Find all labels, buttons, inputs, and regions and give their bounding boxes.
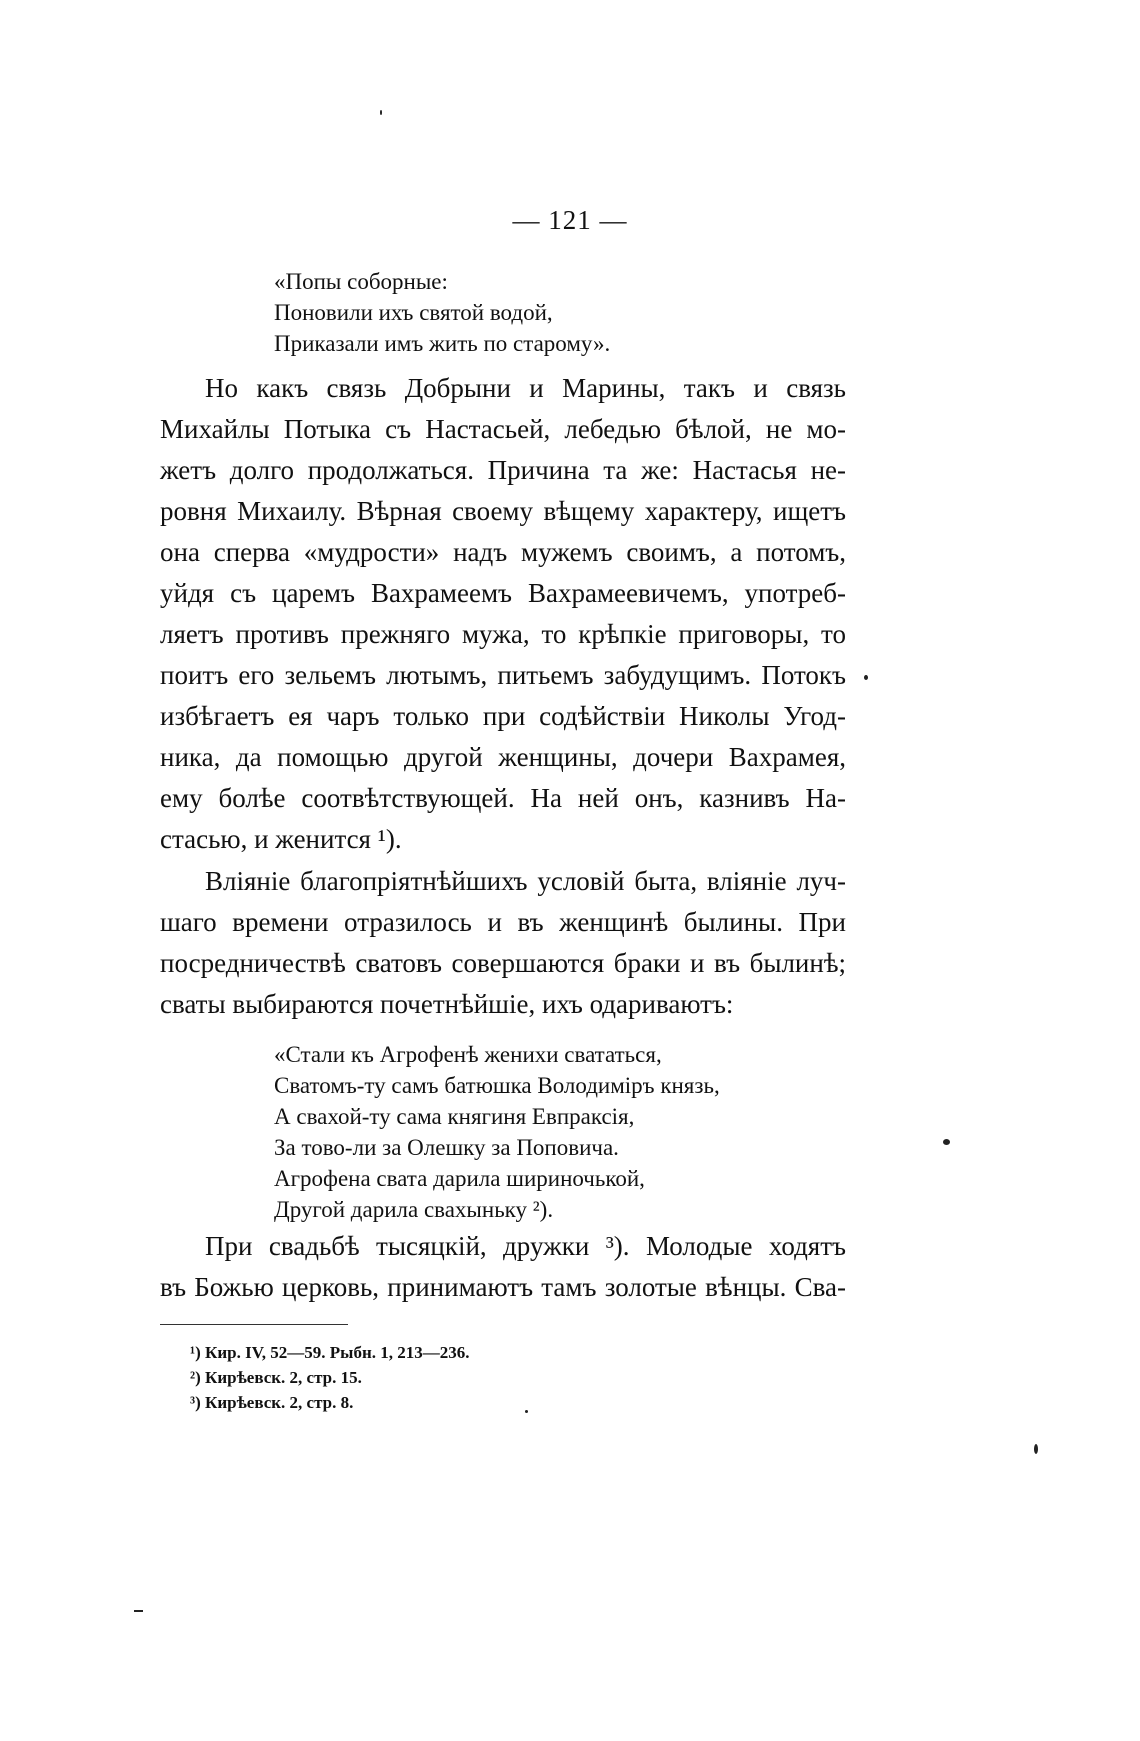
text-line: Михайлы Потыка съ Настасьей, лебедью бѣлой, не мо- (160, 414, 846, 444)
text-line: она сперва «мудрости» надъ мужемъ своимъ, а потомъ, (160, 537, 846, 567)
paragraph-2 (160, 861, 846, 1025)
verse-line: Поновили ихъ святой водой, (274, 300, 553, 325)
footnotes (190, 1340, 470, 1415)
text-line: стасью, и женится ¹). (160, 824, 402, 854)
verse-line: «Стали къ Агрофенѣ женихи свататься, (274, 1042, 662, 1067)
text-line: посредничествѣ сватовъ совершаются браки и въ былинѣ; (160, 948, 846, 978)
scan-speck (943, 1139, 950, 1145)
text-line: ника, да помощью другой женщины, дочери Вахрамея, (160, 742, 846, 772)
text-line: избѣгаетъ ея чаръ только при содѣйствіи Николы Угод- (160, 701, 846, 731)
text-line: ляетъ противъ прежняго мужа, то крѣпкіе приговоры, то (160, 619, 846, 649)
footnote: ¹) Кир. IV, 52—59. Рыбн. 1, 213—236. (190, 1343, 470, 1362)
scan-speck (380, 110, 382, 115)
text-line: ровня Михаилу. Вѣрная своему вѣщему характеру, ищетъ (160, 496, 846, 526)
text-line: Но какъ связь Добрыни и Марины, такъ и связь (205, 373, 846, 403)
text-line: При свадьбѣ тысяцкій, дружки ³). Молодые ходятъ (205, 1231, 846, 1261)
page-number: — 121 — (512, 205, 628, 235)
text-line: уйдя съ царемъ Вахрамеемъ Вахрамеевичемъ, употреб- (160, 578, 846, 608)
verse-line: Приказали имъ жить по старому». (274, 331, 611, 356)
paragraph-3 (160, 1226, 846, 1308)
verse-line: «Попы соборные: (274, 269, 448, 294)
verse-line: Другой дарила свахыньку ²). (274, 1197, 554, 1222)
verse-line: Агрофена свата дарила шириночькой, (274, 1166, 645, 1191)
footnote: ²) Кирѣевск. 2, стр. 15. (190, 1368, 362, 1387)
text-line: въ Божью церковь, принимаютъ тамъ золотые вѣнцы. Сва- (160, 1272, 846, 1302)
text-line: поитъ его зельемъ лютымъ, питьемъ забудущимъ. Потокъ (160, 660, 846, 690)
verse-quote-2 (274, 1039, 720, 1225)
footnote-separator (160, 1324, 348, 1325)
footnote: ³) Кирѣевск. 2, стр. 8. (190, 1393, 354, 1412)
text-line: шаго времени отразилось и въ женщинѣ былины. При (160, 907, 846, 937)
text-line: Вліяніе благопріятнѣйшихъ условій быта, вліяніе луч- (205, 866, 846, 896)
verse-line: А свахой-ту сама княгиня Евпраксія, (274, 1104, 635, 1129)
verse-line: Сватомъ-ту самъ батюшка Володиміръ князь, (274, 1073, 720, 1098)
paragraph-1 (160, 368, 846, 860)
scan-speck (864, 675, 868, 680)
scan-speck (134, 1610, 143, 1612)
verse-quote-1 (274, 266, 610, 359)
verse-line: За тово-ли за Олешку за Поповича. (274, 1135, 619, 1160)
text-line: жетъ долго продолжаться. Причина та же: Настасья не- (160, 455, 846, 485)
text-line: сваты выбираются почетнѣйшіе, ихъ одариваютъ: (160, 989, 734, 1019)
scan-speck (525, 1410, 528, 1413)
text-line: ему болѣе соотвѣтствующей. На ней онъ, казнивъ На- (160, 783, 846, 813)
scan-speck (1034, 1444, 1038, 1454)
